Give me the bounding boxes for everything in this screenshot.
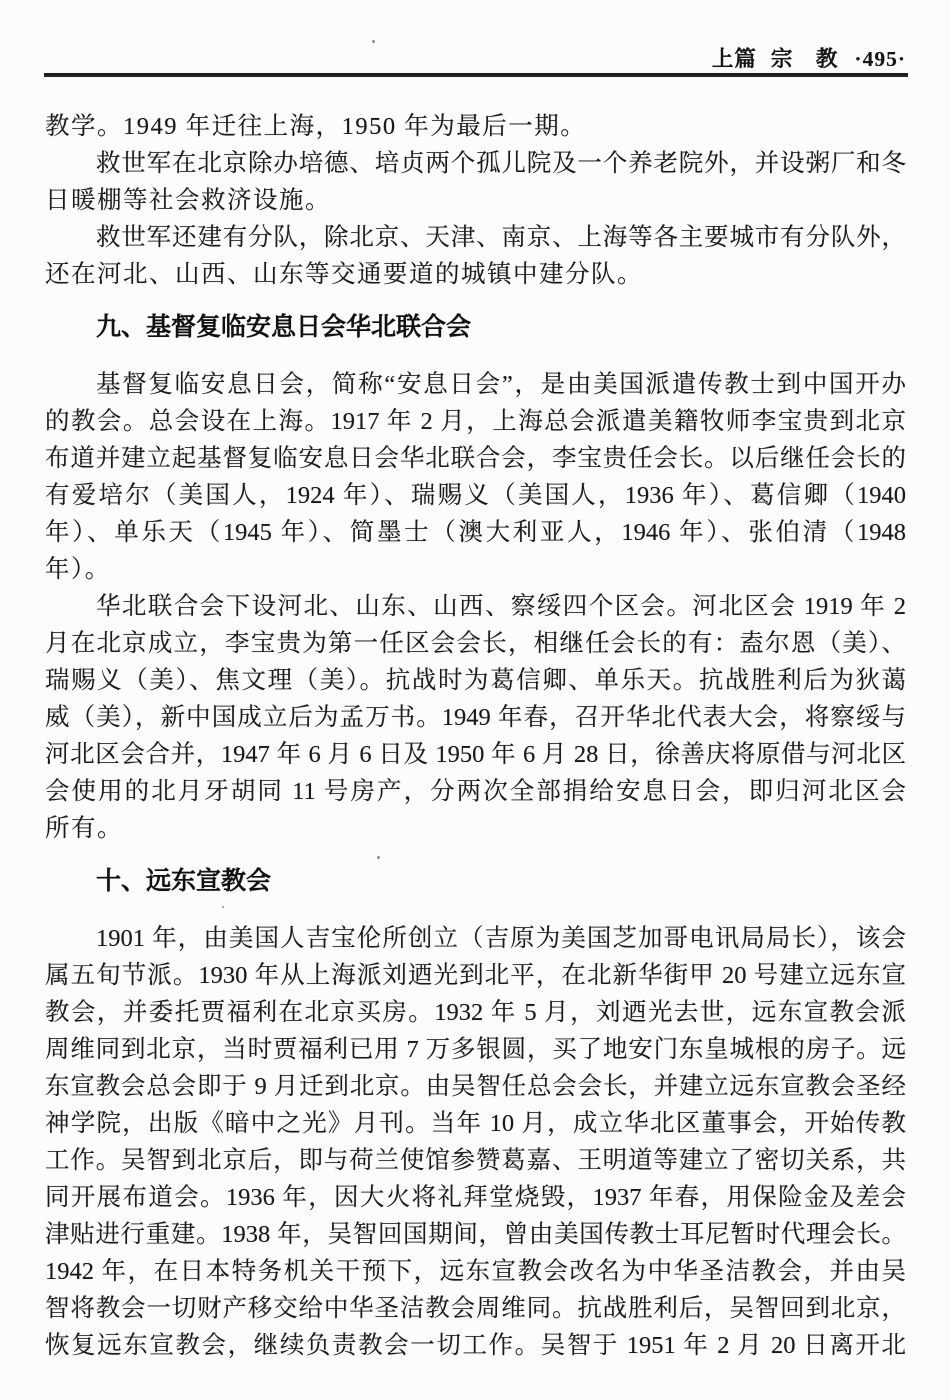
text-line: 1942 年，在日本特务机关干预下，远东宣教会改名为中华圣洁教会，并由吴 — [45, 1258, 906, 1285]
paragraph — [45, 920, 906, 1364]
text-line: 神学院，出版《暗中之光》月刊。当年 10 月，成立华北区董事会，开始传教 — [45, 1110, 906, 1137]
section-heading-far-east-mission: 十、远东宣教会 — [96, 868, 272, 895]
text-line: 属五旬节派。1930 年从上海派刘迺光到北平，在北新华街甲 20 号建立远东宣 — [45, 962, 906, 989]
text-line: 年）。 — [45, 556, 111, 583]
page-body-text — [45, 108, 906, 1364]
header-divider-rule — [44, 73, 908, 77]
text-line: 东宣教会总会即于 9 月迁到北京。由吴智任总会会长，并建立远东宣教会圣经 — [45, 1073, 906, 1100]
header-page-number: ·495· — [854, 47, 906, 71]
section-heading-adventist: 九、基督复临安息日会华北联合会 — [96, 314, 472, 341]
text-line: 周维同到北京，当时贾福利已用 7 万多银圆，买了地安门东皇城根的房子。远 — [45, 1036, 906, 1063]
text-line: 所有。 — [45, 815, 123, 842]
paragraph — [45, 588, 906, 847]
header-section-label: 上篇 — [711, 47, 757, 71]
text-line: 教会，并委托贾福利在北京买房。1932 年 5 月，刘迺光去世，远东宣教会派 — [45, 999, 906, 1026]
text-line: 年）、单乐天（1945 年）、简墨士（澳大利亚人，1946 年）、张伯清（1948 — [45, 519, 906, 546]
paragraph — [45, 366, 906, 588]
text-line: 华北联合会下设河北、山东、山西、察绥四个区会。河北区会 1919 年 2 — [96, 593, 906, 620]
text-line: 津贴进行重建。1938 年，吴智回国期间，曾由美国传教士耳尼暂时代理会长。 — [45, 1221, 906, 1248]
text-line: 有爱培尔（美国人，1924 年）、瑞赐义（美国人，1936 年）、葛信卿（1940 — [45, 482, 906, 509]
text-line: 救世军在北京除办培德、培贞两个孤儿院及一个养老院外，并设粥厂和冬 — [96, 150, 906, 177]
paragraph — [45, 219, 906, 293]
text-line: 布道并建立起基督复临安息日会华北联合会，李宝贵任会长。以后继任会长的 — [45, 445, 906, 472]
scan-speck — [377, 856, 380, 859]
text-line: 还在河北、山西、山东等交通要道的城镇中建分队。 — [45, 261, 643, 288]
text-line: 会使用的北月牙胡同 11 号房产，分两次全部捐给安息日会，即归河北区会 — [45, 778, 906, 805]
text-line: 瑞赐义（美）、焦文理（美）。抗战时为葛信卿、单乐天。抗战胜利后为狄蔼 — [45, 667, 906, 694]
text-line: 月在北京成立，李宝贵为第一任区会会长，相继任会长的有：盍尔恩（美）、 — [45, 630, 906, 657]
text-line: 同开展布道会。1936 年，因大火将礼拜堂烧毁，1937 年春，用保险金及差会 — [45, 1184, 906, 1211]
text-line: 日暖棚等社会救济设施。 — [45, 187, 331, 214]
text-line: 智将教会一切财产移交给中华圣洁教会周维同。抗战胜利后，吴智回到北京， — [45, 1295, 906, 1322]
text-line: 威（美），新中国成立后为孟万书。1949 年春，召开华北代表大会，将察绥与 — [45, 704, 906, 731]
text-line: 的教会。总会设在上海。1917 年 2 月，上海总会派遣美籍牧师李宝贵到北京 — [45, 408, 906, 435]
text-line: 基督复临安息日会，简称“安息日会”，是由美国派遣传教士到中国开办 — [96, 371, 906, 398]
text-line: 恢复远东宣教会，继续负责教会一切工作。吴智于 1951 年 2 月 20 日离开北 — [45, 1332, 906, 1359]
text-line: 河北区会合并，1947 年 6 月 6 日及 1950 年 6 月 28 日，徐善庆将原借与河北区 — [45, 741, 906, 768]
text-line: 1901 年，由美国人吉宝伦所创立（吉原为美国芝加哥电讯局局长），该会 — [96, 925, 906, 952]
text-line: 工作。吴智到北京后，即与荷兰使馆参赞葛嘉、王明道等建立了密切关系，共 — [45, 1147, 906, 1174]
paragraph — [45, 108, 906, 145]
header-subject-label: 宗 教 — [770, 47, 839, 71]
paragraph — [45, 145, 906, 219]
running-header — [45, 42, 906, 73]
text-line: 教学。1949 年迁往上海，1950 年为最后一期。 — [45, 113, 587, 140]
scan-speck — [372, 40, 375, 43]
scan-speck — [222, 906, 224, 908]
text-line: 救世军还建有分队，除北京、天津、南京、上海等各主要城市有分队外， — [96, 224, 906, 251]
